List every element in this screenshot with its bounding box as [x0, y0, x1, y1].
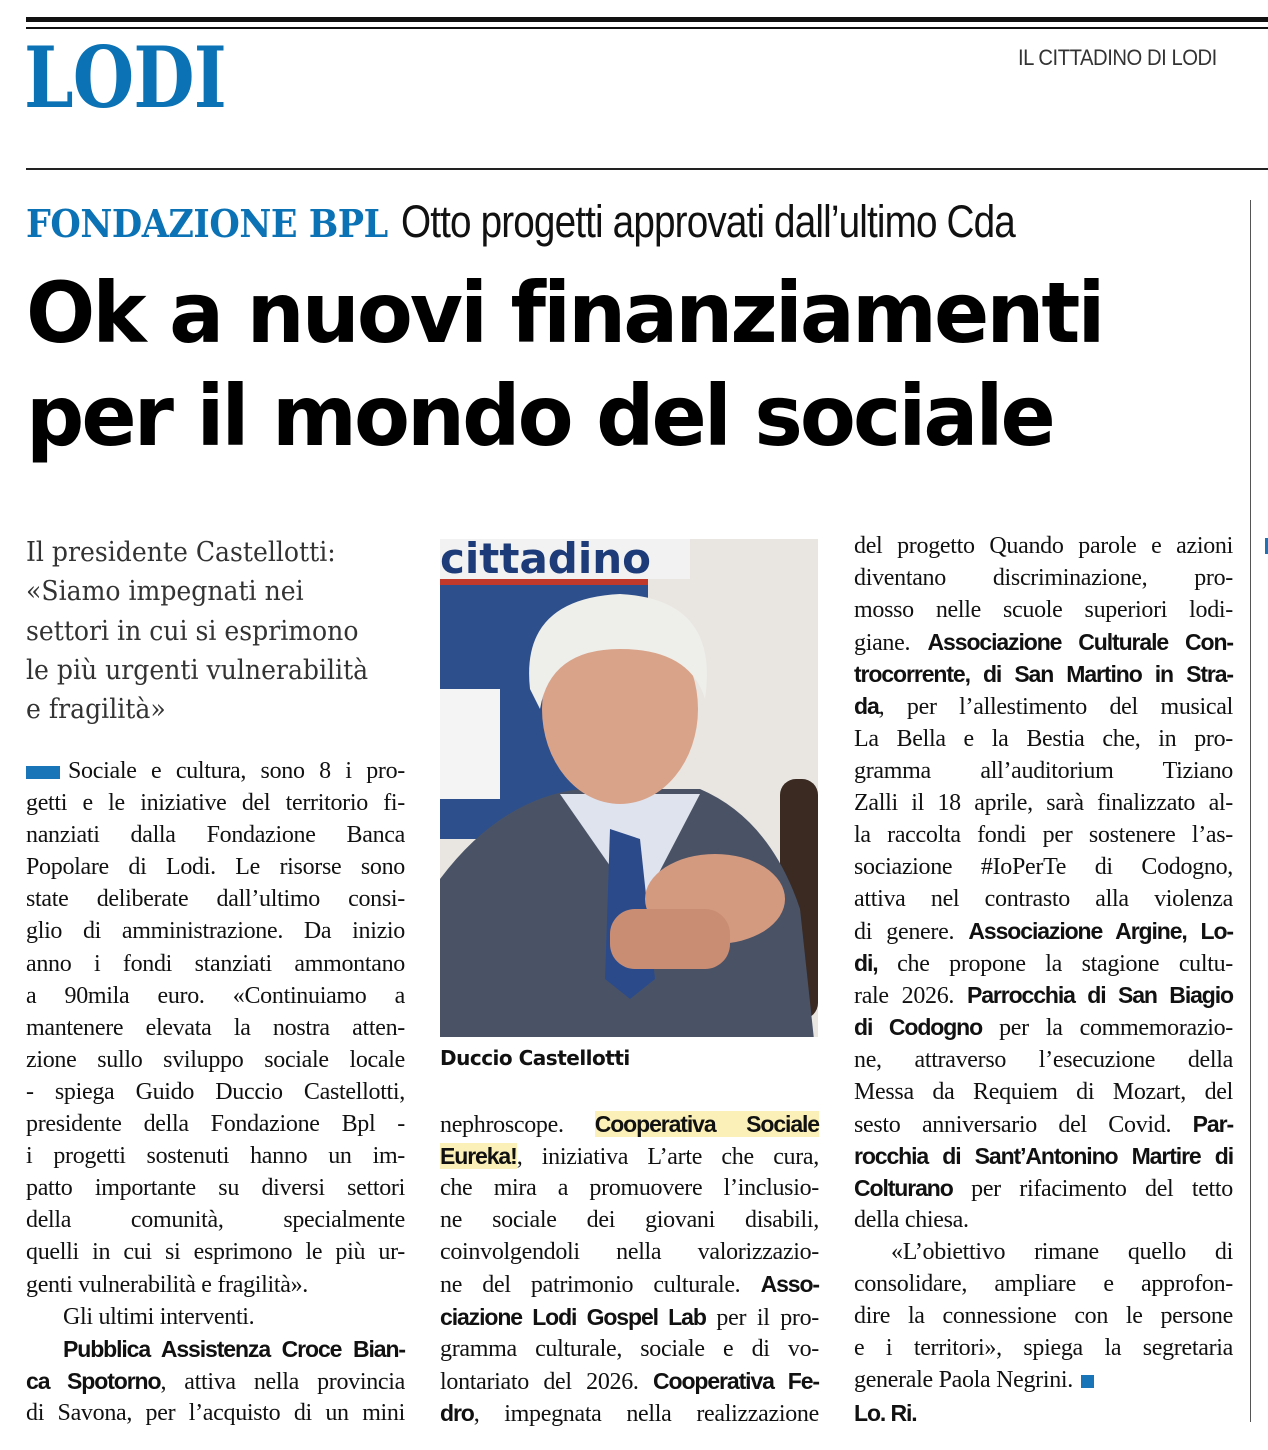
publication-name: IL CITTADINO DI LODI	[1018, 45, 1217, 70]
text-segment: lontariato del 2026.	[440, 1368, 653, 1395]
text-segment: glio di amministrazione. Da inizio	[26, 918, 405, 945]
article-column-3	[854, 530, 1233, 1429]
portrait-photo	[440, 539, 818, 1037]
text-line	[26, 1172, 405, 1204]
text-segment: attiva nel contrasto alla violenza	[854, 886, 1233, 913]
bold-name: ciazione Lodi Gospel Lab	[440, 1303, 706, 1330]
text-line	[440, 1140, 819, 1172]
text-segment: giane.	[854, 630, 928, 657]
kicker	[26, 196, 1115, 248]
text-line	[26, 1236, 405, 1268]
text-line	[440, 1204, 819, 1236]
deck-line: le più urgenti vulnerabilità	[26, 654, 369, 686]
bold-name: da	[854, 693, 879, 720]
bold-name: rocchia di Sant’Antonino Martire di	[854, 1142, 1233, 1169]
text-line	[854, 562, 1233, 594]
text-line	[26, 1140, 405, 1172]
text-segment: diventano discriminazione, pro-	[854, 565, 1233, 592]
headline-line: per il mondo del sociale	[26, 367, 1053, 465]
text-segment: genti vulnerabilità e fragilità».	[26, 1271, 308, 1298]
text-line	[26, 787, 405, 819]
bold-name: Parrocchia di San Biagio	[966, 982, 1233, 1009]
text-line	[440, 1333, 819, 1365]
bold-name: Associazione Argine, Lo-	[968, 918, 1233, 945]
lead-marker-icon	[26, 766, 60, 779]
text-segment: , iniziativa L’arte che cura,	[516, 1144, 819, 1171]
text-line	[854, 819, 1233, 851]
text-line	[440, 1172, 819, 1204]
text-line	[440, 1108, 819, 1140]
text-segment: della comunità, specialmente	[26, 1207, 405, 1234]
column-divider	[1250, 200, 1251, 1422]
text-segment: nephroscope.	[440, 1112, 595, 1138]
text-segment: consolidare, ampliare e approfon-	[854, 1271, 1233, 1298]
text-line	[440, 1397, 819, 1429]
text-segment: che mira a promuovere l’inclusio-	[440, 1175, 819, 1202]
text-line	[854, 723, 1233, 755]
text-line	[854, 915, 1233, 947]
text-segment: La Bella e la Bestia che, in pro-	[854, 725, 1233, 752]
text-line	[854, 530, 1233, 562]
text-line	[26, 1333, 405, 1365]
text-line	[440, 1268, 819, 1300]
text-line	[854, 787, 1233, 819]
text-line	[26, 851, 405, 883]
text-segment: , per l’allestimento del musical	[878, 694, 1233, 721]
text-line	[26, 948, 405, 980]
text-segment: a 90mila euro. «Continuiamo a	[26, 982, 405, 1009]
text-segment: i progetti sostenuti hanno un im-	[26, 1143, 405, 1170]
text-line	[26, 1204, 405, 1236]
headline	[26, 262, 1103, 468]
text-segment: per la commemorazio-	[982, 1015, 1233, 1042]
text-line	[26, 1044, 405, 1076]
text-line	[26, 980, 405, 1012]
text-segment: la raccolta fondi per sostenere l’as-	[854, 821, 1233, 848]
article-column-1	[26, 755, 405, 1429]
text-line	[26, 1269, 405, 1301]
text-segment: che propone la stagione cultu-	[877, 951, 1233, 978]
text-line	[854, 1332, 1233, 1364]
text-line	[26, 1076, 405, 1108]
text-segment: coinvolgendoli nella valorizzazio-	[440, 1239, 819, 1266]
headline-line: Ok a nuovi finanziamenti	[26, 264, 1103, 362]
text-segment: - spiega Guido Duccio Castellotti,	[26, 1078, 405, 1105]
text-line	[854, 1397, 1233, 1429]
text-line	[854, 1172, 1233, 1204]
text-segment: ne, attraverso l’esecuzione della	[854, 1046, 1233, 1073]
end-marker-icon	[1081, 1375, 1094, 1388]
bold-name: trocorrente, di San Martino in Stra-	[854, 661, 1233, 688]
bold-name: Par-	[1192, 1110, 1233, 1137]
text-line	[26, 819, 405, 851]
bold-name: di,	[854, 950, 878, 977]
text-segment: del progetto Quando parole e azioni	[854, 533, 1233, 559]
text-line	[440, 1236, 819, 1268]
text-segment: quelli in cui si esprimono le più ur-	[26, 1239, 405, 1266]
text-line	[854, 1011, 1233, 1043]
text-line	[26, 1365, 405, 1397]
deck-line: Il presidente Castellotti:	[26, 537, 336, 568]
text-line	[854, 1076, 1233, 1108]
text-line	[26, 915, 405, 947]
bold-name: dro	[440, 1399, 474, 1426]
text-line	[26, 755, 405, 787]
text-segment: sociazione #IoPerTe di Codogno,	[854, 853, 1233, 880]
deck-line: settori in cui si esprimono	[26, 615, 359, 647]
text-segment: zione sullo sviluppo sociale locale	[26, 1046, 405, 1073]
text-segment: , attiva nella provincia	[160, 1368, 405, 1395]
bold-name: Cooperativa Fe-	[653, 1367, 819, 1394]
text-line	[854, 755, 1233, 787]
text-segment: Messa da Requiem di Mozart, del	[854, 1078, 1233, 1105]
text-line	[26, 1301, 405, 1333]
text-line	[854, 851, 1233, 883]
top-rule-thick	[26, 17, 1268, 22]
bold-name: ca Spotorno	[26, 1367, 161, 1394]
text-line	[26, 1397, 405, 1429]
bold-name: Colturano	[854, 1174, 953, 1201]
text-segment: , impegnata nella realizzazione	[473, 1400, 819, 1427]
kicker-subtitle: Otto progetti approvati dall’ultimo Cda	[401, 196, 1016, 247]
text-line	[854, 626, 1233, 658]
text-line	[854, 1268, 1233, 1300]
text-line	[854, 1108, 1233, 1140]
bold-name: Asso-	[760, 1271, 819, 1298]
text-segment: nanziati dalla Fondazione Banca	[26, 822, 405, 849]
deck-line: «Siamo impegnati nei	[26, 576, 304, 608]
portrait-image	[440, 539, 818, 1037]
bold-name: Pubblica Assistenza Croce Bian-	[63, 1335, 405, 1362]
text-line	[854, 1204, 1233, 1236]
banner-text: cittadino	[440, 539, 652, 583]
text-line	[26, 1012, 405, 1044]
text-line	[854, 1044, 1233, 1076]
text-segment: dire la connessione con le persone	[854, 1303, 1233, 1330]
kicker-tag: FONDAZIONE BPL	[26, 201, 388, 246]
text-segment: di Savona, per l’acquisto di un mini	[26, 1399, 405, 1426]
text-line	[854, 1140, 1233, 1172]
text-line	[440, 1301, 819, 1333]
text-line	[440, 1365, 819, 1397]
text-segment: rale 2026.	[854, 983, 967, 1010]
text-line	[854, 883, 1233, 915]
section-title: LODI	[24, 28, 226, 127]
text-segment: Popolare di Lodi. Le risorse sono	[26, 854, 405, 881]
deck-line: e fragilità»	[26, 694, 166, 726]
text-segment: della chiesa.	[854, 1206, 969, 1233]
text-segment: ne del patrimonio culturale.	[440, 1272, 761, 1299]
text-segment: Sociale e cultura, sono 8 i pro-	[68, 758, 405, 784]
deck	[26, 533, 389, 729]
text-line	[854, 1364, 1233, 1396]
text-line	[854, 1300, 1233, 1332]
text-line	[854, 979, 1233, 1011]
text-line	[26, 1108, 405, 1140]
text-segment: di genere.	[854, 919, 969, 946]
header-divider	[26, 168, 1268, 170]
text-segment: sesto anniversario del Covid.	[854, 1111, 1193, 1138]
bold-name: di Codogno	[854, 1014, 983, 1041]
text-line	[854, 594, 1233, 626]
text-segment: Zalli il 18 aprile, sarà finalizzato al-	[854, 789, 1233, 816]
bold-name: Cooperativa Sociale	[594, 1111, 819, 1137]
text-line	[854, 658, 1233, 690]
text-line	[854, 947, 1233, 979]
text-line	[854, 690, 1233, 722]
text-segment: generale Paola Negrini.	[854, 1367, 1074, 1394]
text-segment: ne sociale dei giovani disabili,	[440, 1207, 819, 1234]
text-line	[854, 1236, 1233, 1268]
text-segment: e i territori», spiega la segretaria	[854, 1335, 1233, 1362]
text-segment: state deliberate dall’ultimo consi-	[26, 886, 405, 913]
photo-caption: Duccio Castellotti	[440, 1046, 630, 1070]
text-segment: patto importante su diversi settori	[26, 1175, 405, 1202]
text-segment: gramma all’auditorium Tiziano	[854, 757, 1233, 784]
text-segment: getti e le iniziative del territorio fi-	[26, 790, 405, 817]
bold-name: Eureka!	[440, 1143, 517, 1170]
text-segment: mosso nelle scuole superiori lodi-	[854, 597, 1233, 624]
text-segment: per rifacimento del tetto	[952, 1175, 1233, 1202]
text-line	[26, 883, 405, 915]
text-segment: Gli ultimi interventi.	[63, 1303, 255, 1330]
text-segment: mantenere elevata la nostra atten-	[26, 1014, 405, 1041]
text-segment: presidente della Fondazione Bpl -	[26, 1111, 405, 1138]
text-segment: gramma culturale, sociale e di vo-	[440, 1335, 819, 1362]
article-column-2	[440, 1108, 819, 1429]
text-segment: per il pro-	[705, 1304, 819, 1331]
bold-name: Associazione Culturale Con-	[927, 629, 1233, 656]
bold-name: Lo. Ri.	[854, 1399, 917, 1426]
text-segment: anno i fondi stanziati ammontano	[26, 950, 405, 977]
text-segment: «L’obiettivo rimane quello di	[891, 1239, 1233, 1266]
